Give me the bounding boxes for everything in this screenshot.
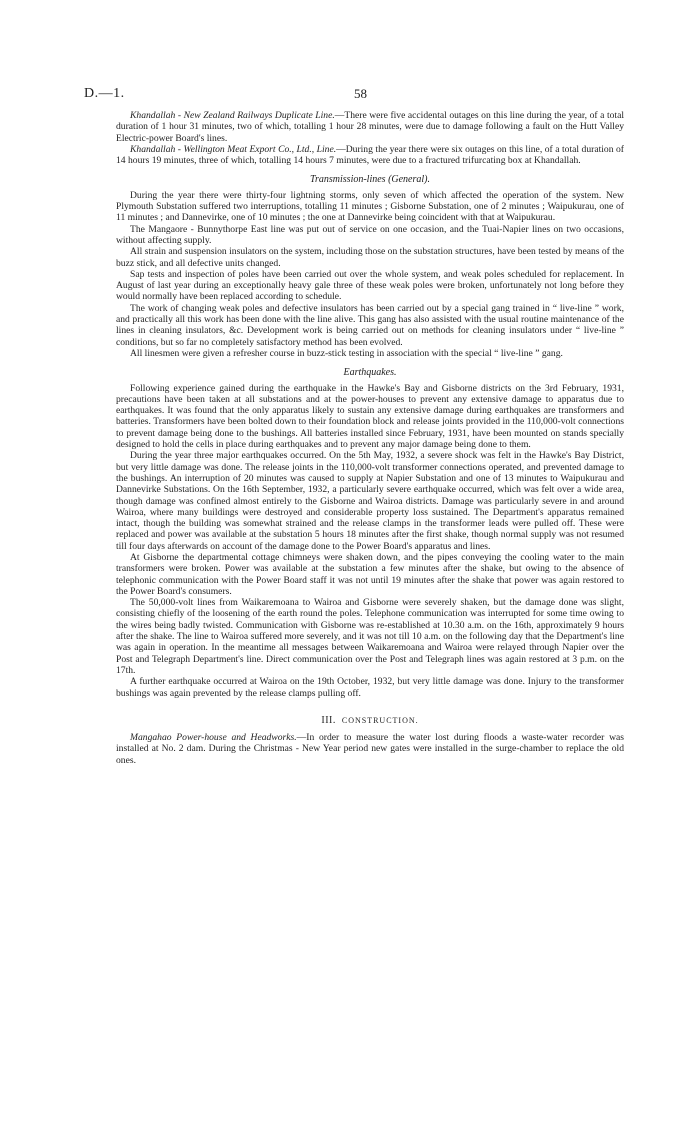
page-header	[84, 86, 644, 102]
earthquakes-heading: Earthquakes.	[343, 367, 397, 379]
paragraph-khandallah-railways	[116, 110, 624, 144]
paragraph-mangahao	[116, 732, 624, 766]
paragraph: A further earthquake occurred at Wairoa on the 19th October, 1932, but very little damage was done. Injury to the transformer bushings was again prevented by the release clamps pulling off.	[116, 676, 624, 699]
page-number: 58	[354, 86, 367, 101]
paragraph-lead: Khandallah - Wellington Meat Export Co., Ltd., Line.	[130, 143, 337, 155]
paragraph-text: —During the year there were six outages on this line, of a total duration of 14 hours 19 minutes, three of which, totalling 14 hours 7 minutes, were due to a fractured trifurcating box at Khandallah.	[116, 143, 625, 167]
paragraph: Following experience gained during the earthquake in the Hawke's Bay and Gisborne districts on the 3rd February, 1931, precautions have been taken at all substations and at the power-houses to prevent any extensive damage to apparatus due to earthquakes. It was found that the only apparatus likely to sustain any extensive damage during earthquakes are transformers and batteries. Transformers have been bolted down to their foundation block and release joints provided in the 110,000-volt connections to prevent damage being done to the bushings. All batteries installed since February, 1931, have been mounted on stands specially designed to hold the cells in place during earthquakes and to prevent any major damage being done to them.	[116, 382, 624, 451]
paragraph-text: —There were five accidental outages on this line during the year, of a total duration of 1 hour 31 minutes, two of which, totalling 1 hour 28 minutes, were due to damage following a fault on the Hutt Valley Electric-power Board's lines.	[116, 110, 624, 144]
paragraph-khandallah-meat	[116, 144, 624, 167]
paragraph-lead: Mangahao Power-house and Headworks.	[130, 732, 297, 744]
paragraph: At Gisborne the departmental cottage chimneys were shaken down, and the pipes conveying the cooling water to the main transformers were broken. Power was available at the substation a few minutes after the shake, but owing to the absence of telephonic communication with the Power Board staff it was not until 19 minutes after the shake that power was again restored to the Power Board's consumers.	[116, 551, 624, 597]
paragraph: During the year there were thirty-four lightning storms, only seven of which affected the operation of the system. New Plymouth Substation suffered two interruptions, totalling 11 minutes ; Gisborne Substation, one of 2 minutes ; Waipukurau, one of 11 minutes ; and Dannevirke, one of 10 minutes ; the one at Dannevirke being coincident with that at Waipukurau.	[116, 189, 624, 224]
section-title: CONSTRUCTION.	[341, 715, 419, 725]
paragraph: All strain and suspension insulators on the system, including those on the substation structures, have been tested by means of the buzz stick, and all defective units changed.	[116, 246, 624, 269]
document-reference: D.—1.	[84, 86, 125, 101]
transmission-heading: Transmission-lines (General).	[310, 174, 430, 186]
paragraph-lead: Khandallah - New Zealand Railways Duplicate Line.	[130, 110, 335, 121]
document-body	[116, 110, 624, 766]
paragraph: The 50,000-volt lines from Waikaremoana to Wairoa and Gisborne were severely shaken, but the damage done was slight, consisting chiefly of the loosening of the earth round the poles. Telephone communication was interrupted for some time owing to the wires being badly twisted. Communication with Gisborne was re-established at 10.30 a.m. on the 16th, approximately 9 hours after the shake. The line to Wairoa suffered more severely, and it was not till 10 a.m. on the following day that the Department's line was again in operation. In the meantime all messages between Waikaremoana and Wairoa were relayed through Napier over the Post and Telegraph Department's line. Direct communication over the Post and Telegraph lines was again restored at 3 p.m. on the 17th.	[116, 597, 624, 676]
paragraph: The work of changing weak poles and defective insulators has been carried out by a special gang trained in “ live-line ” work, and practically all this work has been done with the line alive. This gang has also assisted with the usual routine maintenance of the lines in cleaning insulators, &c. Development work is being carried out on methods for cleaning insulators under “ live-line ” conditions, but so far no completely satisfactory method has been evolved.	[116, 302, 624, 348]
paragraph: All linesmen were given a refresher course in buzz-stick testing in association with the special “ live-line ” gang.	[130, 347, 563, 359]
construction-section-heading	[116, 715, 624, 726]
section-numeral: III.	[321, 714, 336, 726]
paragraph: During the year three major earthquakes occurred. On the 5th May, 1932, a severe shock was felt in the Hawke's Bay District, but very little damage was done. The release joints in the 110,000-volt transformer connections operated, and prevented damage to the bushings. An interruption of 20 minutes was caused to supply at Napier Substation and one of 13 minutes to Waipukurau and Dannevirke Substations. On the 16th September, 1932, a particularly severe earthquake occurred, which was felt over a wide area, though damage was confined almost entirely to the Gisborne and Wairoa districts. Damage was particularly severe in and around Wairoa, where many buildings were destroyed and considerable property loss sustained. The Department's apparatus remained intact, though the building was somewhat strained and the release clamps in the transformer leads were pulled off. These were replaced and power was available at the substation 5 hours 18 minutes after the first shake, though normal supply was not resumed till four days afterwards on account of the damage done to the Power Board's apparatus and lines.	[116, 450, 624, 552]
paragraph: Sap tests and inspection of poles have been carried out over the whole system, and weak poles scheduled for replacement. In August of last year during an exceptionally heavy gale three of these weak poles were broken, unfortunately not long before they would normally have been replaced according to schedule.	[116, 268, 624, 303]
paragraph-text: —In order to measure the water lost during floods a waste-water recorder was installed at No. 2 dam. During the Christmas - New Year period new gates were installed in the surge-chamber to replace the old ones.	[116, 732, 624, 766]
paragraph: The Mangaore - Bunnythorpe East line was put out of service on one occasion, and the Tuai-Napier lines on two occasions, without affecting supply.	[116, 223, 624, 246]
